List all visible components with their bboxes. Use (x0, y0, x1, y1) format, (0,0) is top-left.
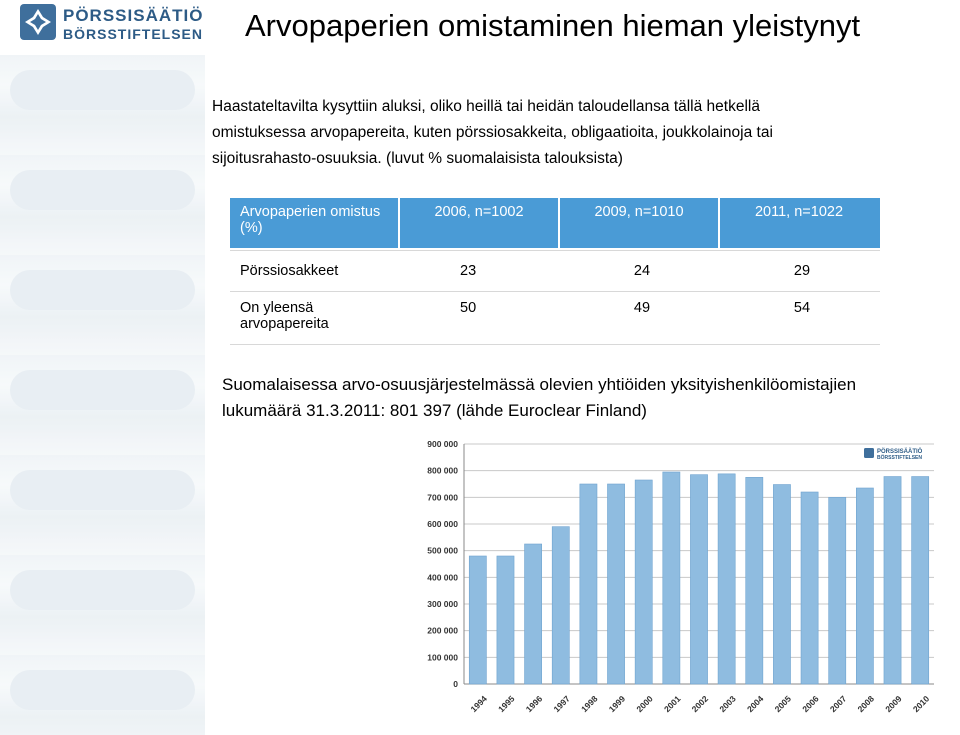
table-row (230, 250, 880, 292)
chart-logo-text: PÖRSSISÄÄTIÖ (877, 449, 923, 455)
logo-name-swedish: BÖRSSTIFTELSEN (63, 26, 204, 42)
intro-text: Haastateltavilta kysyttiin aluksi, oliko heillä tai heidän taloudellansa tällä hetkellä omistuksessa arvopapereita, kuten pörssiosakkeita, obligaatioita, joukkolainoja tai sijoitusrahasto-osuuksia. (luvut % suomalaisista talouksista) (212, 98, 773, 167)
x-tick-label: 1995 (496, 693, 517, 715)
table-header-cell: 2009, n=1010 (558, 198, 718, 248)
x-tick-label: 2004 (744, 693, 766, 715)
table-header-cell: Arvopaperien omistus (%) (240, 204, 381, 236)
x-tick-label: 2010 (910, 693, 932, 715)
chart-bar (690, 475, 707, 684)
chart-bar (525, 544, 542, 684)
x-tick-label: 1998 (579, 693, 600, 715)
x-tick-label: 2009 (883, 693, 904, 715)
chart-logo-text: BÖRSSTIFTELSEN (877, 455, 923, 461)
x-tick-label: 2005 (772, 693, 794, 715)
chart-bar (552, 527, 569, 684)
chart-bar (746, 477, 763, 684)
x-tick-label: 1996 (523, 693, 545, 715)
chart-bar (773, 485, 790, 684)
table-cell: On yleensä arvopapereita (240, 300, 329, 332)
x-tick-label: 2001 (662, 693, 683, 715)
table-cell: 29 (718, 257, 878, 285)
table-cell: 50 (398, 292, 558, 344)
table-header-cell: 2006, n=1002 (398, 198, 558, 248)
caption-line-2: lukumäärä 31.3.2011: 801 397 (lähde Euroclear Finland) (222, 401, 647, 420)
chart-bar (635, 480, 652, 684)
x-tick-label: 1994 (468, 693, 489, 715)
y-tick-label: 800 000 (427, 465, 458, 476)
logo-name-finnish: PÖRSSISÄÄTIÖ (63, 6, 204, 25)
x-tick-label: 1999 (606, 693, 628, 715)
x-tick-label: 2003 (717, 693, 738, 715)
chart-bar (912, 477, 929, 684)
y-tick-label: 700 000 (427, 492, 458, 503)
x-tick-label: 2007 (827, 693, 849, 715)
table-cell: Pörssiosakkeet (240, 263, 339, 279)
table-row (230, 292, 880, 345)
foundation-cross-logo-icon (20, 4, 56, 40)
y-tick-label: 300 000 (427, 599, 458, 609)
chart-bar (829, 497, 846, 684)
y-tick-label: 900 000 (427, 439, 458, 449)
slide-title: Arvopaperien omistaminen hieman yleistynyt (245, 8, 861, 43)
y-tick-label: 0 (453, 679, 458, 689)
table-cell: 23 (398, 257, 558, 285)
table-cell: 54 (718, 292, 878, 344)
x-tick-label: 2002 (689, 693, 711, 715)
table-cell: 24 (558, 257, 718, 285)
y-tick-label: 500 000 (427, 545, 458, 556)
chart-bar (497, 556, 514, 684)
table-cell: 49 (558, 292, 718, 344)
chart-bar (856, 488, 873, 684)
foundation-logo (20, 4, 220, 44)
y-tick-label: 100 000 (427, 652, 458, 663)
chart-logo-icon (864, 448, 874, 458)
y-tick-label: 600 000 (427, 519, 458, 529)
table-header-row (230, 198, 880, 250)
chart-bar (718, 474, 735, 684)
chart-bar (884, 477, 901, 684)
chart-bar (469, 556, 486, 684)
x-tick-label: 2006 (800, 693, 821, 715)
table-header-cell: 2011, n=1022 (718, 198, 878, 248)
chart-bar (663, 472, 680, 684)
chart-bar (580, 484, 597, 684)
shareholders-bar-chart (412, 432, 952, 732)
y-tick-label: 200 000 (427, 625, 458, 636)
x-tick-label: 2000 (634, 693, 655, 715)
x-tick-label: 2008 (855, 693, 876, 715)
chart-bar (607, 484, 624, 684)
x-tick-label: 1997 (551, 693, 572, 715)
caption-line-1: Suomalaisessa arvo-osuusjärjestelmässä olevien yhtiöiden yksityishenkilöomistajien (222, 375, 857, 394)
decorative-side-strip (0, 55, 205, 735)
y-tick-label: 400 000 (427, 572, 458, 583)
chart-bar (801, 492, 818, 684)
euroclear-caption (222, 372, 960, 424)
ownership-table (230, 198, 880, 345)
